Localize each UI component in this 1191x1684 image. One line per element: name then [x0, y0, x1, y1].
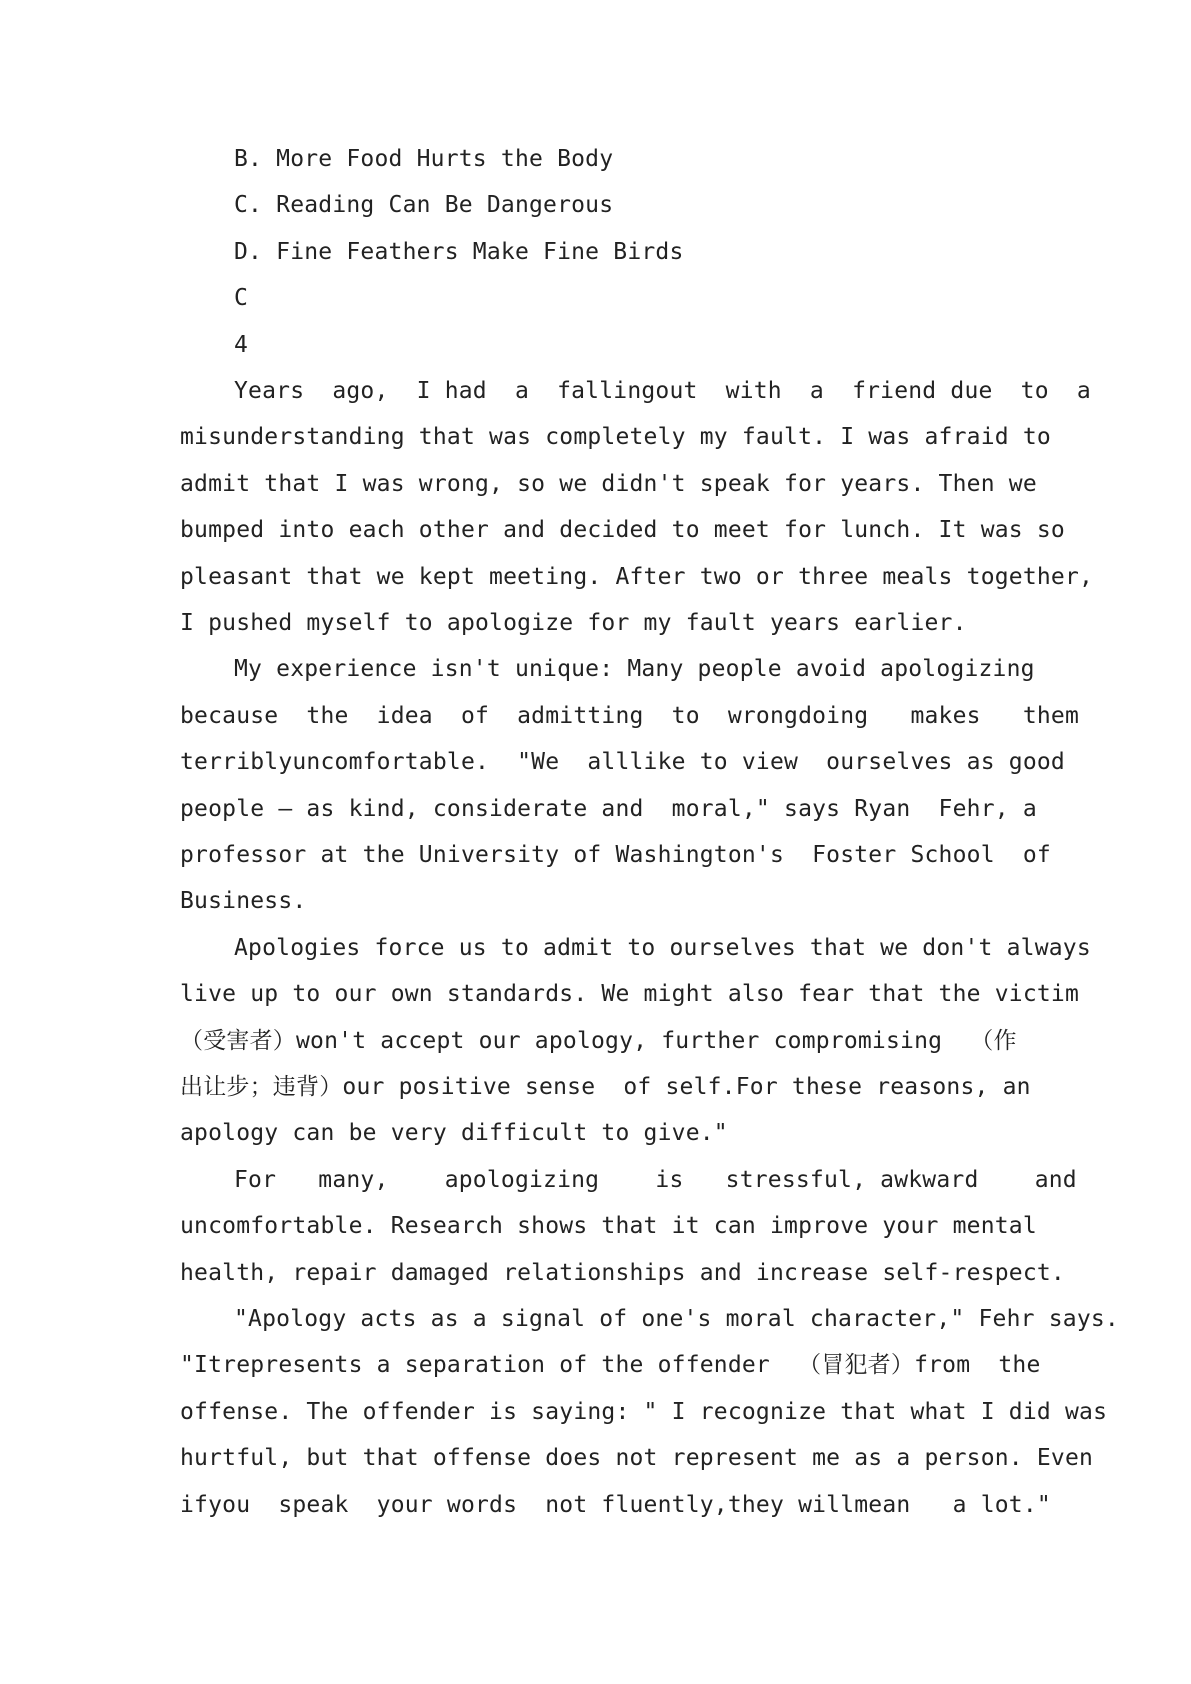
text-line: people — as kind, considerate and moral," says Ryan Fehr, a: [180, 795, 1037, 822]
text-line: Years ago, I had a fallingout with a friend due to a: [234, 378, 1091, 404]
text-line: live up to our own standards. We might also fear that the victim: [180, 981, 1080, 1008]
text-line: For many, apologizing is stressful, awkward and: [234, 1166, 1077, 1193]
text-line: health, repair damaged relationships and increase self-respect.: [180, 1259, 1065, 1286]
text-line: uncomfortable. Research shows that it can improve your mental: [180, 1213, 1037, 1240]
text-line: misunderstanding that was completely my fault. I was afraid to: [180, 424, 1051, 451]
text-line: pleasant that we kept meeting. After two or three meals together,: [180, 563, 1094, 590]
text-line: because the idea of admitting to wrongdoing makes them: [180, 702, 1080, 729]
text-line: apology can be very difficult to give.": [180, 1120, 728, 1147]
text-line: （受害者）won't accept our apology, further compromising （作: [180, 1027, 1017, 1054]
text-line: bumped into each other and decided to meet for lunch. It was so: [180, 517, 1065, 544]
text-line: ifyou speak your words not fluently,they willmean a lot.": [180, 1491, 1051, 1518]
text-line: 出让步；违背）our positive sense of self.For these reasons, an: [180, 1074, 1031, 1100]
text-line: 4: [234, 331, 249, 358]
text-line: C: [234, 285, 249, 312]
text-line: "Itrepresents a separation of the offender （冒犯者）from the: [180, 1352, 1041, 1379]
text-line: Business.: [180, 888, 307, 915]
text-line: hurtful, but that offense does not represent me as a person. Even: [180, 1445, 1094, 1472]
text-line: D. Fine Feathers Make Fine Birds: [234, 238, 684, 265]
text-line: Apologies force us to admit to ourselves that we don't always: [234, 934, 1091, 961]
text-line: My experience isn't unique: Many people avoid apologizing: [234, 656, 1035, 683]
text-line: professor at the University of Washington's Foster School of: [180, 842, 1051, 868]
text-line: B. More Food Hurts the Body: [234, 146, 614, 172]
text-line: terriblyuncomfortable. "We alllike to view ourselves as good: [180, 749, 1065, 776]
text-line: I pushed myself to apologize for my fault years earlier.: [180, 610, 967, 636]
text-line: admit that I was wrong, so we didn't speak for years. Then we: [180, 470, 1037, 497]
text-line: C. Reading Can Be Dangerous: [234, 192, 614, 219]
text-line: "Apology acts as a signal of one's moral character," Fehr says.: [234, 1306, 1119, 1332]
text-line: offense. The offender is saying: " I recognize that what I did was: [180, 1398, 1108, 1425]
